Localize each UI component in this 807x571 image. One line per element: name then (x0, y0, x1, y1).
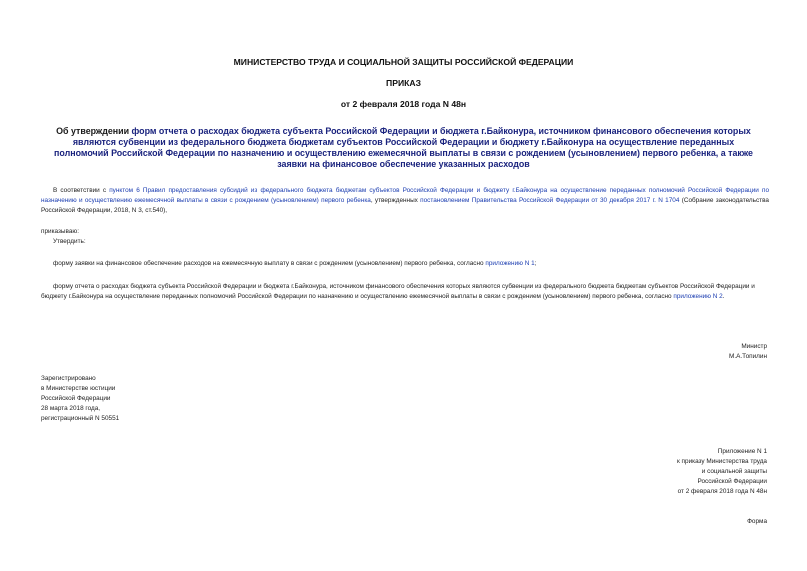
signature-name: М.А.Топилин (729, 353, 767, 360)
doc-type: ПРИКАЗ (386, 78, 421, 88)
item2-text: форму отчета о расходах бюджета субъекта Российской Федерации и бюджета г.Байконура, источником финансового обеспечения которых являются субвенции из федерального бюджета бюджетам субъектов Российской Федерации и бюджету г.Байконура на осуществление переданных полномочий Российской Федерации по назначению и осуществлению ежемесячной выплаты в связи с рождением (усыновлением) первого ребенка, согласно (41, 283, 755, 300)
preamble-text-3: (Собрание законодательства Российской Федерации, 2018, N 3, ст.540), (41, 197, 769, 214)
item1-text: форму заявки на финансовое обеспечение расходов на ежемесячную выплату в связи с рождением (усыновлением) первого ребенка, согласно (53, 260, 486, 267)
item1-end: ; (534, 260, 537, 267)
appendix-2-link[interactable]: приложению N 2 (673, 293, 723, 300)
appendix-1-link[interactable]: приложению N 1 (485, 260, 535, 267)
signature-position: Министр (741, 343, 767, 350)
appendix-line-2: к приказу Министерства труда (676, 458, 767, 465)
approve-word: Утвердить: (53, 238, 86, 245)
doc-title (52, 126, 755, 170)
registration-line-5: регистрационный N 50551 (41, 415, 120, 422)
preamble-text-2: , утвержденных (370, 197, 421, 204)
registration-line-2: в Министерстве юстиции (41, 385, 116, 392)
ministry-header: МИНИСТЕРСТВО ТРУДА И СОЦИАЛЬНОЙ ЗАЩИТЫ РОССИЙСКОЙ ФЕДЕРАЦИИ (233, 57, 574, 67)
doc-date-number: от 2 февраля 2018 года N 48н (340, 99, 467, 109)
appendix-line-1: Приложение N 1 (717, 448, 767, 455)
registration-line-3: Российской Федерации (41, 395, 111, 402)
form-label: Форма (747, 518, 767, 525)
order-item-2 (41, 282, 781, 302)
rules-link[interactable]: пунктом 6 Правил предоставления субсидий из федерального бюджета бюджетам субъектов Российской Федерации и бюджету г.Байконура на осуществление переданных полномочий Российской Федерации по назначению и осуществлению ежемесячной выплаты в связи с рождением (усыновлением) первого ребенка (41, 187, 769, 204)
preamble-text-1: В соответствии с (53, 187, 110, 194)
order-item-1 (53, 259, 769, 269)
item2-end: . (722, 293, 725, 300)
appendix-line-4: Российской Федерации (697, 478, 767, 485)
government-decree-link[interactable]: постановлением Правительства Российской Федерации от 30 декабря 2017 г. N 1704 (420, 197, 680, 204)
order-word: приказываю: (41, 228, 79, 235)
registration-line-4: 28 марта 2018 года, (41, 405, 101, 412)
title-prefix: Об утверждении (56, 126, 132, 136)
title-link[interactable]: форм отчета о расходах бюджета субъекта Российской Федерации и бюджета г.Байконура, источником финансового обеспечения которых являются субвенции из федерального бюджета бюджетам субъектов Российской Федерации и бюджету г.Байконура на осуществление переданных полномочий Российской Федерации по назначению и осуществлению ежемесячной выплаты в связи с рождением (усыновлением) первого ребенка, а также заявки на финансовое обеспечение указанных расходов (54, 126, 753, 169)
registration-line-1: Зарегистрировано (41, 375, 96, 382)
preamble-paragraph (41, 186, 769, 216)
appendix-line-3: и социальной защиты (701, 468, 767, 475)
appendix-line-5: от 2 февраля 2018 года N 48н (677, 488, 767, 495)
